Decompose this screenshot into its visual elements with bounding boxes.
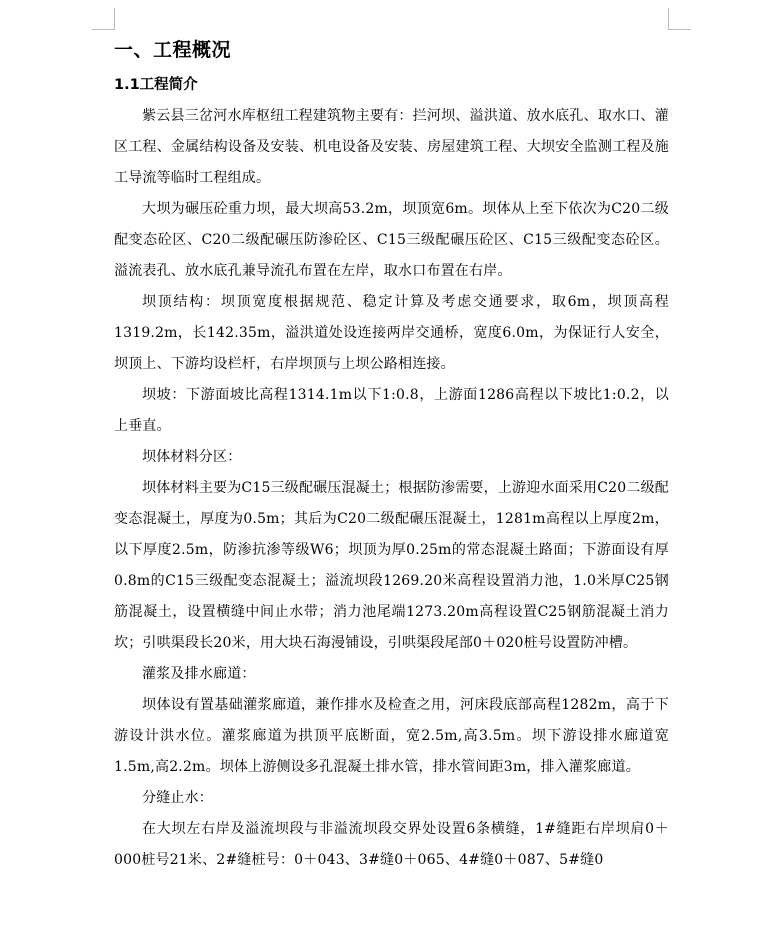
paragraph-dam: 大坝为碾压砼重力坝，最大坝高53.2m，坝顶宽6m。坝体从上至下依次为C20二级配变态砼区、C20二级配碾压防渗砼区、C15三级配碾压砼区、C15三级配变态砼区。溢流表孔、放水底孔兼导流孔布置在左岸，取水口布置在右岸。	[114, 201, 669, 279]
crop-mark-top-right	[668, 29, 691, 30]
paragraph-material-label: 坝体材料分区：	[142, 449, 242, 465]
paragraph-joint-label: 分缝止水：	[142, 790, 213, 806]
section-heading: 一、工程概况	[114, 39, 232, 61]
crop-mark-top-right	[668, 8, 669, 30]
subsection-heading: 1.1工程简介	[114, 77, 198, 93]
paragraph-intro: 紫云县三岔河水库枢纽工程建筑物主要有：拦河坝、溢洪道、放水底孔、取水口、灌区工程、金属结构设备及安装、机电设备及安装、房屋建筑工程、大坝安全监测工程及施工导流等临时工程组成。	[114, 108, 669, 186]
paragraph-joint: 在大坝左右岸及溢流坝段与非溢流坝段交界处设置6条横缝，1#缝距右岸坝肩0＋000桩号21米、2#缝桩号：0＋043、3#缝0＋065、4#缝0＋087、5#缝0	[114, 821, 669, 868]
document-body	[114, 36, 669, 876]
paragraph-slope: 坝坡：下游面坡比高程1314.1m以下1:0.8，上游面1286高程以下坡比1:0.2，以上垂直。	[114, 387, 669, 434]
paragraph-crest: 坝顶结构：坝顶宽度根据规范、稳定计算及考虑交通要求，取6m，坝顶高程1319.2m，长142.35m，溢洪道处设连接两岸交通桥，宽度6.0m，为保证行人安全，坝顶上、下游均设栏杆，右岸坝顶与上坝公路相连接。	[114, 294, 669, 372]
paragraph-gallery-label: 灌浆及排水廊道：	[142, 666, 256, 682]
crop-mark-top-left	[92, 29, 115, 30]
crop-mark-top-left	[114, 8, 115, 30]
paragraph-gallery: 坝体设有置基础灌浆廊道，兼作排水及检查之用，河床段底部高程1282m，高于下游设计洪水位。灌浆廊道为拱顶平底断面，宽2.5m,高3.5m。坝下游设排水廊道宽1.5m,高2.2m。坝体上游侧设多孔混凝土排水管，排水管间距3m，排入灌浆廊道。	[114, 697, 669, 775]
paragraph-material: 坝体材料主要为C15三级配碾压混凝土；根据防渗需要，上游迎水面采用C20二级配变态混凝土，厚度为0.5m；其后为C20二级配碾压混凝土，1281m高程以上厚度2m，以下厚度2.5m，防渗抗渗等级W6；坝顶为厚0.25m的常态混凝土路面；下游面设有厚0.8m的C15三级配变态混凝土；溢流坝段1269.20米高程设置消力池，1.0米厚C25钢筋混凝土，设置横缝中间止水带；消力池尾端1273.20m高程设置C25钢筋混凝土消力坎；引哄渠段长20米，用大块石海漫铺设，引哄渠段尾部0＋020桩号设置防冲槽。	[114, 480, 669, 651]
